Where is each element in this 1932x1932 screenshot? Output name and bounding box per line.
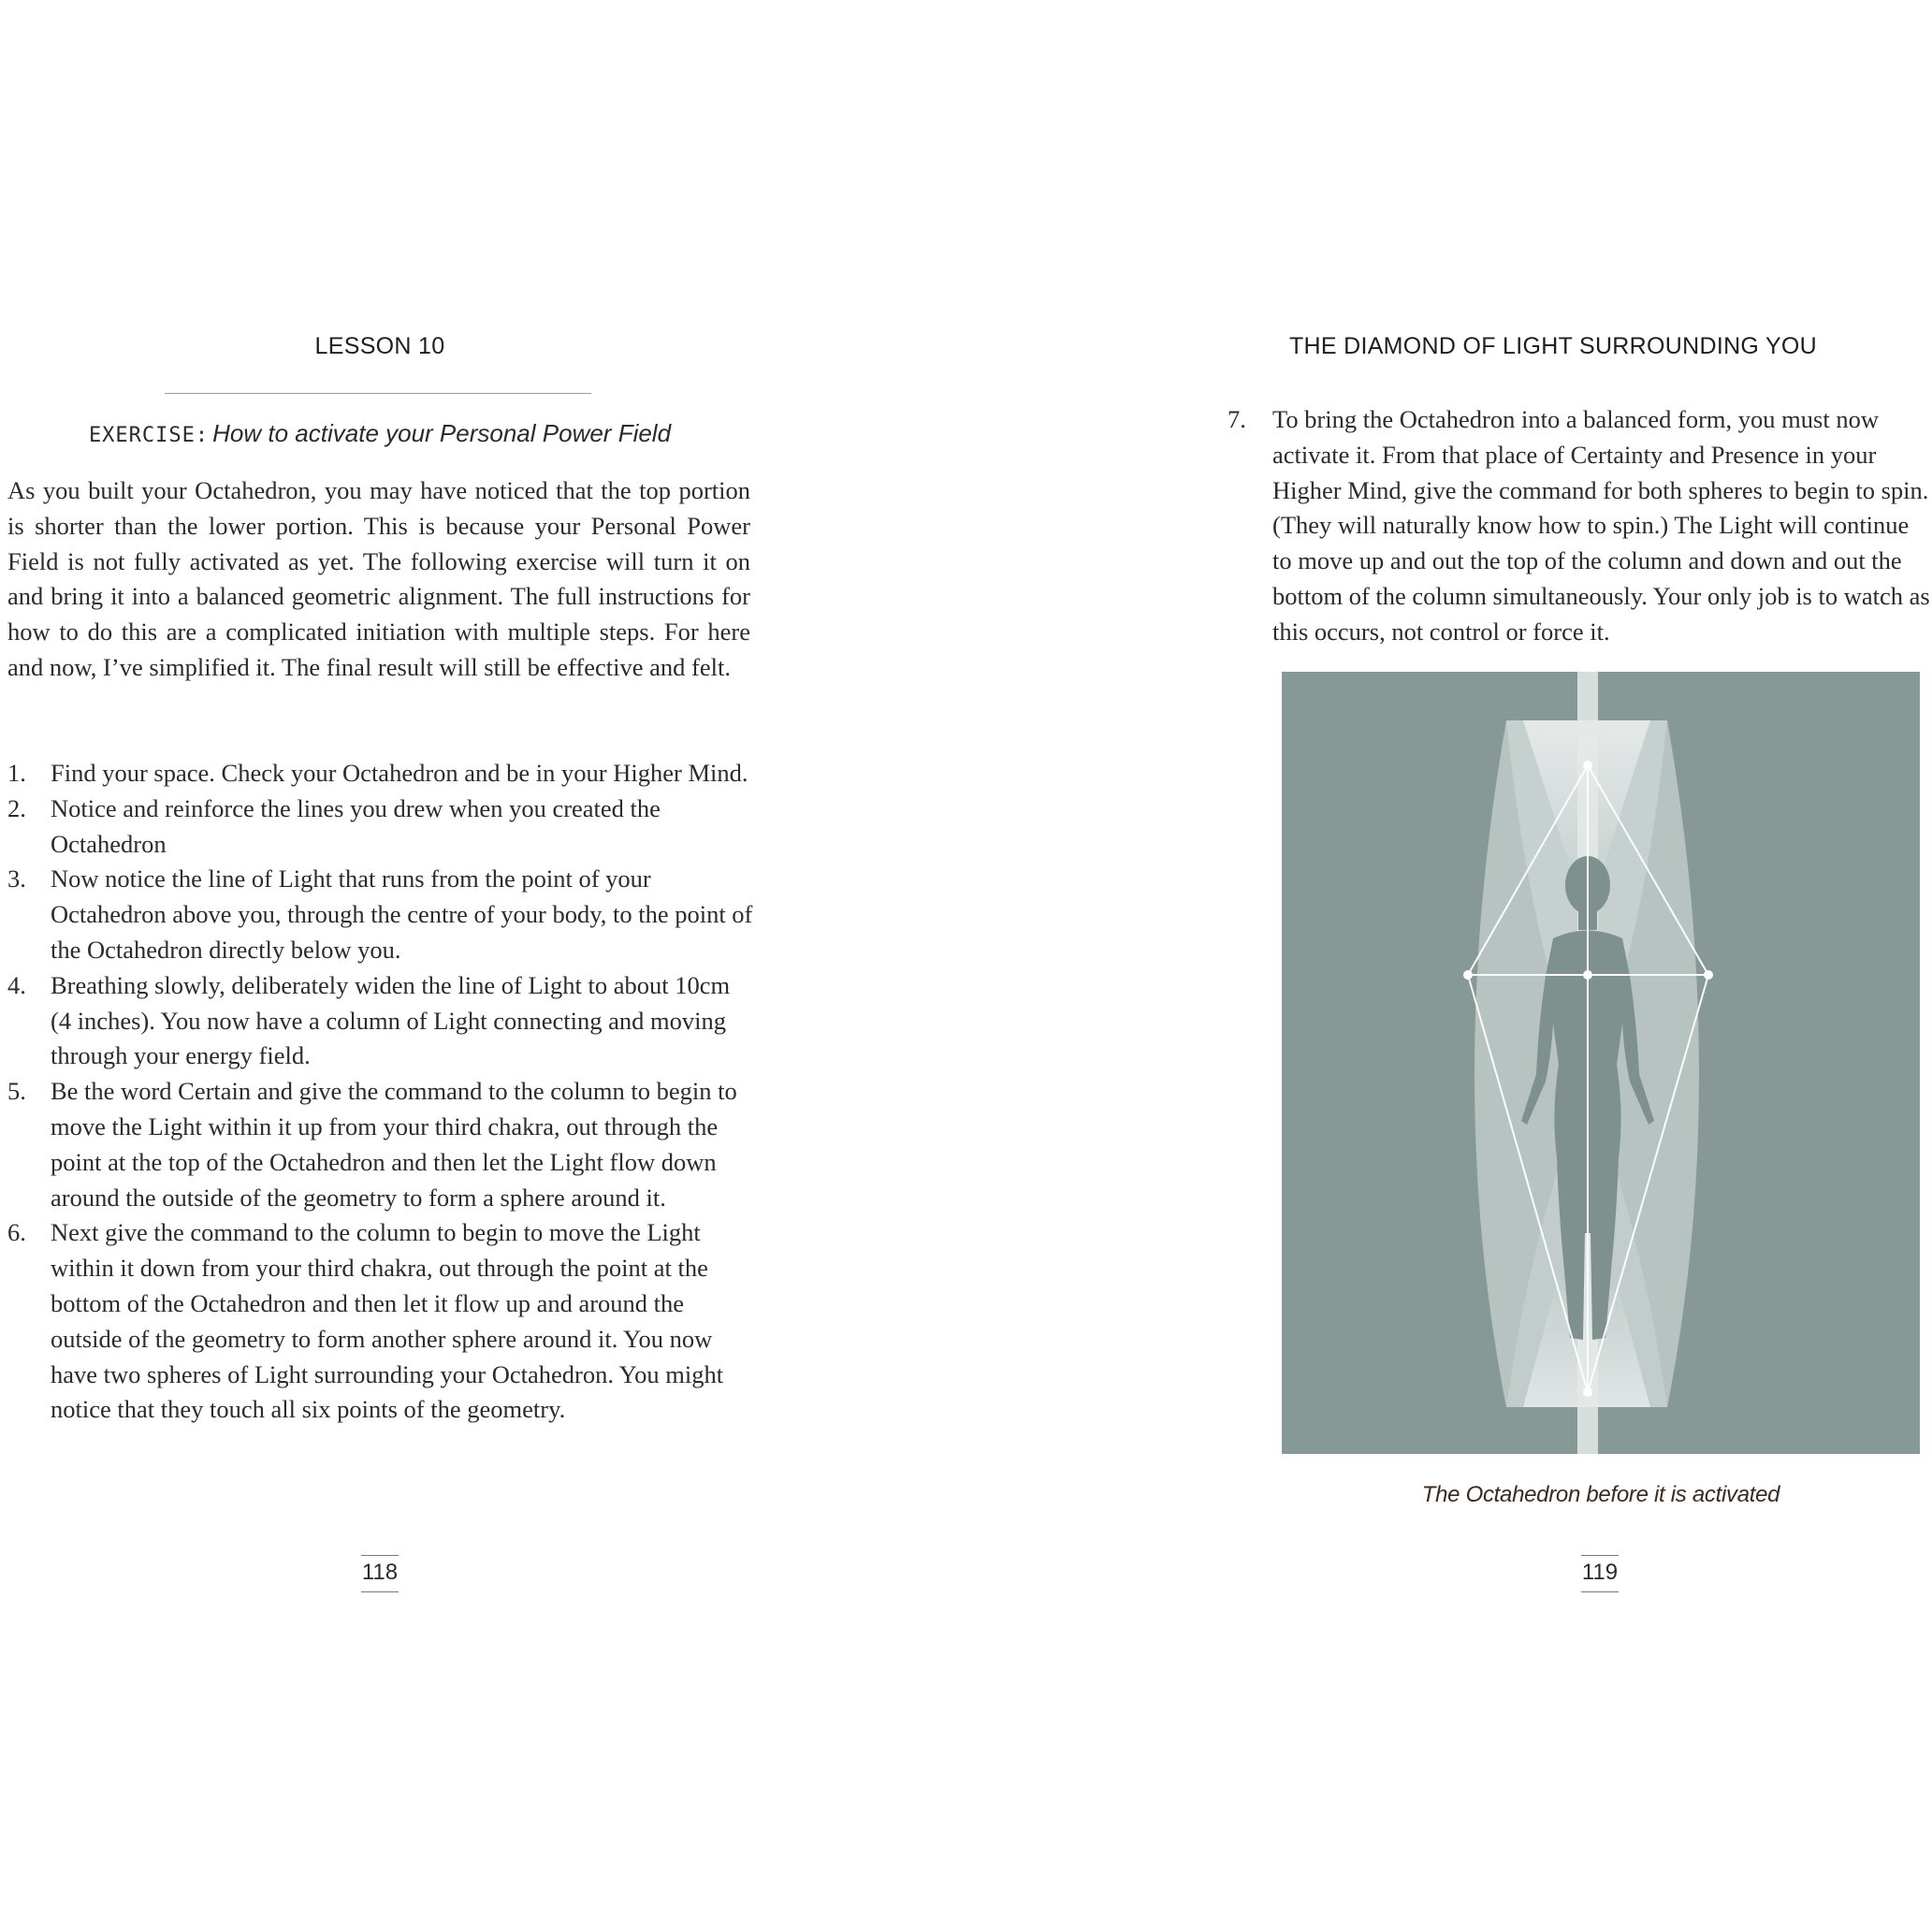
list-item [7,968,756,1074]
running-head-right: THE DIAMOND OF LIGHT SURROUNDING YOU [1288,333,1818,359]
list-item [7,792,756,863]
step-number: 6. [7,1218,26,1247]
step-text: To bring the Octahedron into a balanced form, you must now activate it. From that place of Certainty and Presence in your Higher Mind, give the command for both spheres to begin to spin. (They will naturally know how to spin.) The Light will continue to move up and out the top of the column and down and out the bottom of the column simultaneously. Your only job is to watch as this occurs, not control or force it. [1272,405,1930,646]
running-head-left: LESSON 10 [314,333,445,359]
left-page [0,0,936,1932]
step-text: Breathing slowly, deliberately widen the line of Light to about 10cm (4 inches). You now have a column of Light connecting and moving through your energy field. [51,970,731,1070]
exercise-name: How to activate your Personal Power Field [212,419,672,447]
page-number-left [342,1555,417,1592]
step-text: Next give the command to the column to begin to move the Light within it down from your third chakra, out through the point at the bottom of the Octahedron and then let it flow up and around the outside of the geometry to form another sphere around it. You now have two spheres of Light surrounding your Octahedron. You might notice that they touch all six points of the geometry. [51,1218,724,1424]
octahedron-figure [1282,672,1920,1454]
list-item [7,1215,756,1428]
page-number-value: 119 [1581,1555,1619,1592]
step-7-list [1227,402,1932,650]
step-number: 3. [7,864,26,893]
step-number: 5. [7,1077,26,1106]
step-text: Be the word Certain and give the command to the column to begin to move the Light within it up from your third chakra, out through the point at the top of the Octahedron and then let the Light flow down around the outside of the geometry to form a sphere around it. [51,1077,737,1212]
list-item [1227,402,1932,650]
step-text: Now notice the line of Light that runs from the point of your Octahedron above you, through the centre of your body, to the point of the Octahedron directly below you. [51,864,753,964]
right-page [936,0,1932,1932]
list-item [7,1074,756,1215]
step-number: 4. [7,970,26,999]
exercise-title [0,419,760,448]
step-number: 1. [7,759,26,787]
figure-caption: The Octahedron before it is activated [1421,1482,1780,1507]
list-item [7,862,756,967]
list-item [7,756,756,792]
intro-paragraph: As you built your Octahedron, you may have noticed that the top portion is shorter than the lower portion. This is because your Personal Power Field is not fully activated as yet. The following exercise will turn it on and bring it into a balanced geometric alignment. The full instructions for how to do this are a complicated initiation with multiple steps. For here and now, I’ve simplified it. The final result will still be effective and felt. [7,476,750,681]
exercise-label: EXERCISE: [88,424,210,447]
steps-list [7,756,756,1428]
step-number: 7. [1227,405,1246,433]
step-number: 2. [7,793,26,822]
page-number-value: 118 [361,1555,399,1592]
step-text: Find your space. Check your Octahedron and be in your Higher Mind. [51,759,748,787]
page-number-right [1562,1555,1637,1592]
heading-rule [165,393,591,394]
octahedron-illustration [1282,672,1920,1454]
step-text: Notice and reinforce the lines you drew when you created the Octahedron [51,793,661,858]
